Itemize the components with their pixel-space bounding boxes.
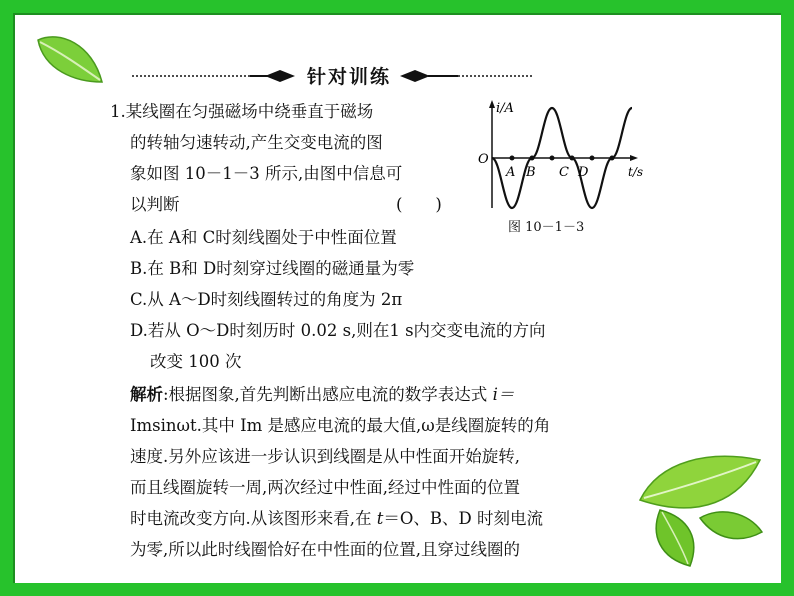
y-axis-label: i/A: [496, 101, 514, 116]
x-axis-arrow-icon: [630, 155, 638, 161]
option-d-continued: 改变 100 次: [150, 352, 242, 371]
section-header: [130, 62, 530, 90]
solution-line: 而且线圈旋转一周,两次经过中性面,经过中性面的位置: [130, 478, 520, 497]
option-c: C.从 A～D时刻线圈转过的角度为 2π: [130, 290, 403, 309]
leaf-decoration-icon: [30, 30, 110, 90]
point-marker: [590, 156, 595, 161]
solution-line: 为零,所以此时线圈恰好在中性面的位置,且穿过线圈的: [130, 540, 520, 559]
point-marker: [530, 156, 535, 161]
solution-line: 速度.另外应该进一步认识到线圈是从中性面开始旋转,: [130, 447, 520, 466]
option-d: D.若从 O～D时刻历时 0.02 s,则在1 s内交变电流的方向: [130, 321, 546, 340]
point-marker: [570, 156, 575, 161]
option-a: A.在 A和 C时刻线圈处于中性面位置: [130, 228, 397, 247]
current-time-graph: [474, 96, 654, 214]
x-axis-label: t/s: [628, 165, 644, 179]
leaves-decoration-icon: [630, 440, 770, 570]
section-title: 针对训练: [307, 66, 392, 88]
question-line: 象如图 10－1－3 所示,由图中信息可: [130, 164, 403, 183]
question-line: 以判断: [130, 195, 180, 214]
y-axis-arrow-icon: [489, 100, 495, 108]
option-b: B.在 B和 D时刻穿过线圈的磁通量为零: [130, 259, 415, 278]
point-label-a: A: [506, 165, 516, 180]
solution-line: Imsinωt.其中 Im 是感应电流的最大值,ω是线圈旋转的角: [130, 416, 551, 435]
right-ornament-icon: [398, 68, 538, 84]
point-marker: [550, 156, 555, 161]
origin-label: O: [478, 152, 489, 167]
point-marker: [610, 156, 615, 161]
point-label-d: D: [578, 165, 589, 180]
solution-line: 时电流改变方向.从该图形来看,在 t＝O、B、D 时刻电流: [130, 509, 544, 528]
point-marker: [510, 156, 515, 161]
point-label-c: C: [559, 165, 569, 180]
point-label-b: B: [526, 165, 536, 180]
left-ornament-icon: [130, 68, 300, 84]
figure-caption: 图 10－1－3: [508, 220, 585, 235]
answer-parentheses: ( ): [396, 195, 442, 214]
question-line: 1.某线圈在匀强磁场中绕垂直于磁场: [110, 102, 374, 121]
question-line: 的转轴匀速转动,产生交变电流的图: [130, 133, 383, 152]
solution-line: 解析:根据图象,首先判断出感应电流的数学表达式 i＝: [130, 385, 515, 404]
solution-label: 解析: [130, 385, 163, 404]
